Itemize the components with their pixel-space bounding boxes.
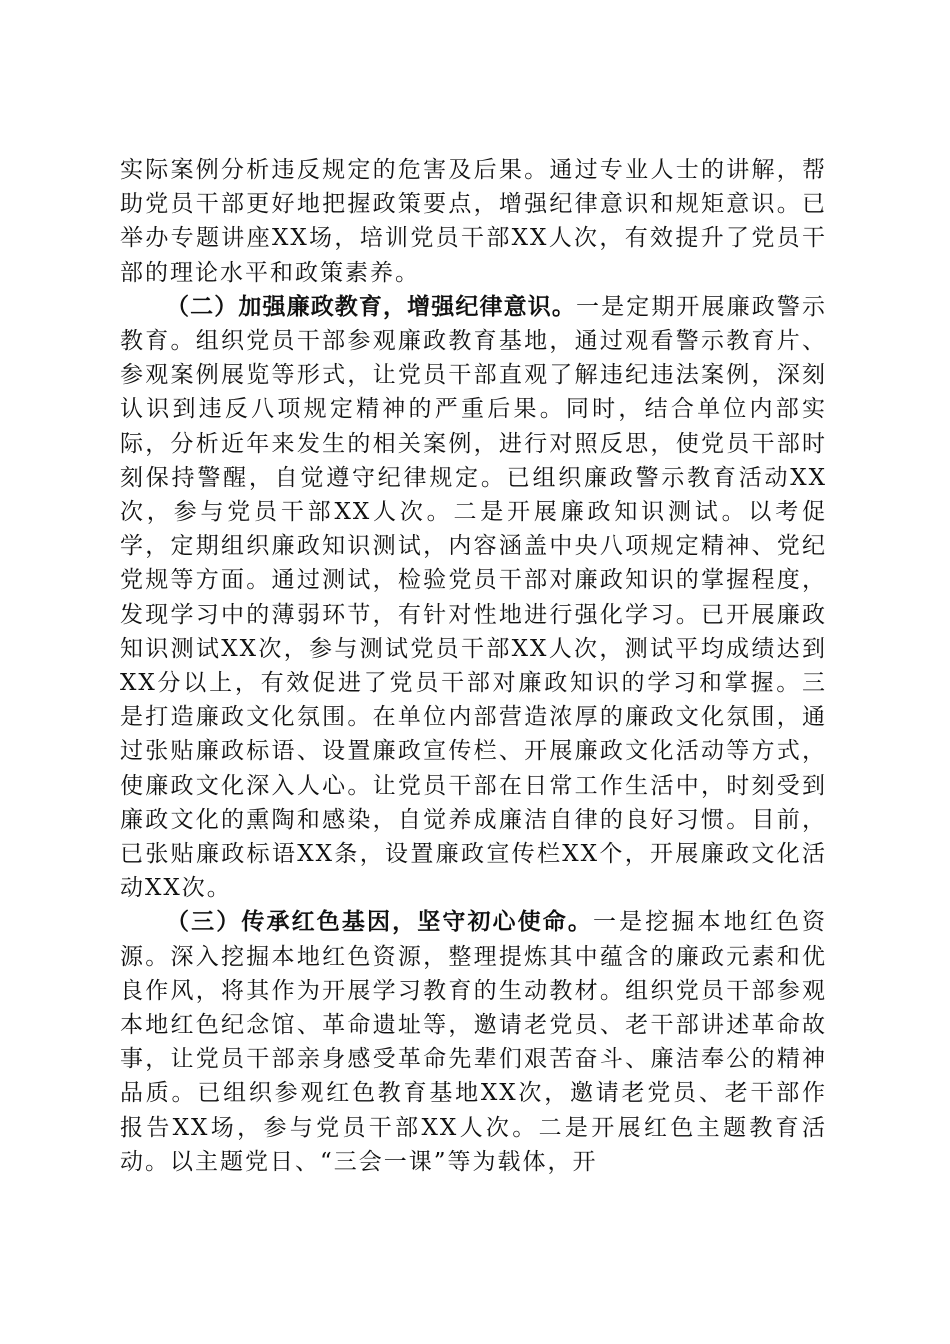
paragraph-section-3 — [120, 905, 827, 1179]
section-heading: （三）传承红色基因，坚守初心使命。 — [166, 908, 594, 936]
paragraph-continuation — [120, 153, 827, 290]
paragraph-section-2 — [120, 290, 827, 906]
section-heading: （二）加强廉政教育，增强纪律意识。 — [166, 292, 576, 320]
document-body — [120, 153, 827, 1179]
paragraph-text: 实际案例分析违反规定的危害及后果。通过专业人士的讲解，帮助党员干部更好地把握政策要点，增强纪律意识和规矩意识。已举办专题讲座XX场，培训党员干部XX人次，有效提升了党员干部的理论水平和政策素养。 — [120, 157, 827, 286]
paragraph-text: 一是挖掘本地红色资源。深入挖掘本地红色资源，整理提炼其中蕴含的廉政元素和优良作风，将其作为开展学习教育的生动教材。组织党员干部参观本地红色纪念馆、革命遗址等，邀请老党员、老干部讲述革命故事，让党员干部亲身感受革命先辈们艰苦奋斗、廉洁奉公的精神品质。已组织参观红色教育基地XX次，邀请老党员、老干部作报告XX场，参与党员干部XX人次。二是开展红色主题教育活动。以主题党日、“三会一课”等为载体，开 — [120, 909, 828, 1175]
paragraph-text: 一是定期开展廉政警示教育。组织党员干部参观廉政教育基地，通过观看警示教育片、参观案例展览等形式，让党员干部直观了解违纪违法案例，深刻认识到违反八项规定精神的严重后果。同时，结合单位内部实际，分析近年来发生的相关案例，进行对照反思，使党员干部时刻保持警醒，自觉遵守纪律规定。已组织廉政警示教育活动XX次，参与党员干部XX人次。二是开展廉政知识测试。以考促学，定期组织廉政知识测试，内容涵盖中央八项规定精神、党纪党规等方面。通过测试，检验党员干部对廉政知识的掌握程度，发现学习中的薄弱环节，有针对性地进行强化学习。已开展廉政知识测试XX次，参与测试党员干部XX人次，测试平均成绩达到XX分以上，有效促进了党员干部对廉政知识的学习和掌握。三是打造廉政文化氛围。在单位内部营造浓厚的廉政文化氛围，通过张贴廉政标语、设置廉政宣传栏、开展廉政文化活动等方式，使廉政文化深入人心。让党员干部在日常工作生活中，时刻受到廉政文化的熏陶和感染，自觉养成廉洁自律的良好习惯。目前，已张贴廉政标语XX条，设置廉政宣传栏XX个，开展廉政文化活动XX次。 — [120, 293, 828, 902]
